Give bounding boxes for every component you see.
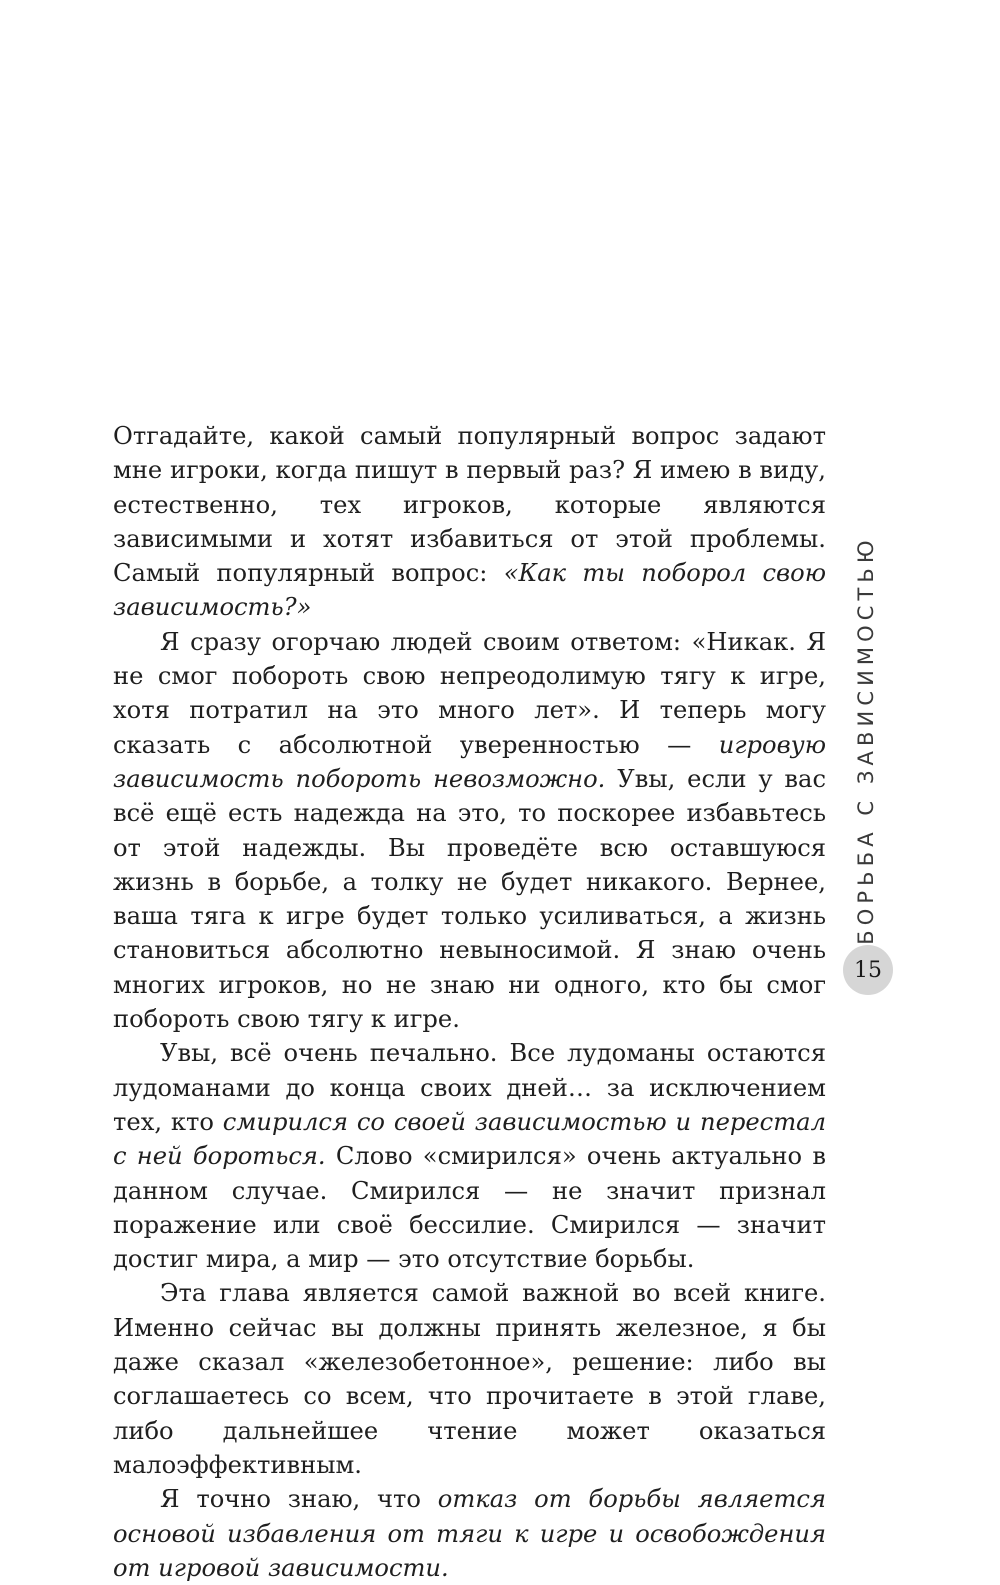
chapter-title: БОРЬБА С ЗАВИСИМОСТЬЮ [854, 535, 878, 945]
paragraph-3-text-start: Увы, всё очень печально. Все лудоманы остаются лудоманами до конца своих дней… за исключением тех, кто [113, 1039, 826, 1136]
page-number: 15 [854, 957, 882, 983]
paragraph-3-italic: смирился со своей зависимостью и перестал с ней бороться. [113, 1107, 826, 1171]
paragraph-4-text: Эта глава является самой важной во всей книге. Именно сейчас вы должны принять железное, я бы даже сказал «железобетонное», решение: либо вы соглашаетесь со всем, что прочитаете в этой главе, либо дальнейшее чтение может оказаться малоэффективным. [113, 1279, 826, 1479]
paragraph-4 [113, 1276, 826, 1482]
page-number-badge [843, 945, 893, 995]
paragraph-3-text-end: Слово «смирился» очень актуально в данном случае. Смирился — не значит признал поражение или своё бессилие. Смирился — значит достиг мира, а мир — это отсутствие борьбы. [113, 1142, 826, 1274]
paragraph-2-text-start: Я сразу огорчаю людей своим ответом: «Никак. Я не смог побороть свою непреодолимую тягу к игре, хотя потратил на это много лет». И теперь могу сказать с абсолютной уверенностью — [113, 627, 826, 759]
paragraph-2 [113, 625, 826, 1037]
paragraph-1-text: Отгадайте, какой самый популярный вопрос задают мне игроки, когда пишут в первый раз? Я имею в виду, естественно, тех игроков, которые являются зависимыми и хотят избавиться от этой проблемы. Самый популярный вопрос: [113, 422, 826, 588]
paragraph-2-italic: игровую зависимость побороть невозможно. [113, 730, 826, 793]
paragraph-2-text-end: Увы, если у вас всё ещё есть надежда на это, то поскорее избавьтесь от этой надежды. Вы проведёте всю оставшуюся жизнь в борьбе, а толку не будет никакого. Вернее, ваша тяга к игре будет только усиливаться, а жизнь становиться абсолютно невыносимой. Я знаю очень многих игроков, но не знаю ни одного, кто бы смог побороть свою тягу к игре. [113, 764, 827, 1034]
paragraph-5-italic: отказ от борьбы является основой избавления от тяги к игре и освобождения от игровой зависимости. [113, 1485, 826, 1582]
paragraph-1 [113, 419, 826, 625]
paragraph-5 [113, 1482, 826, 1585]
paragraph-3 [113, 1036, 826, 1276]
body-text [113, 419, 826, 1585]
paragraph-1-italic-quote: «Как ты поборол свою зависимость?» [113, 559, 826, 622]
paragraph-5-text: Я точно знаю, что [160, 1485, 438, 1514]
